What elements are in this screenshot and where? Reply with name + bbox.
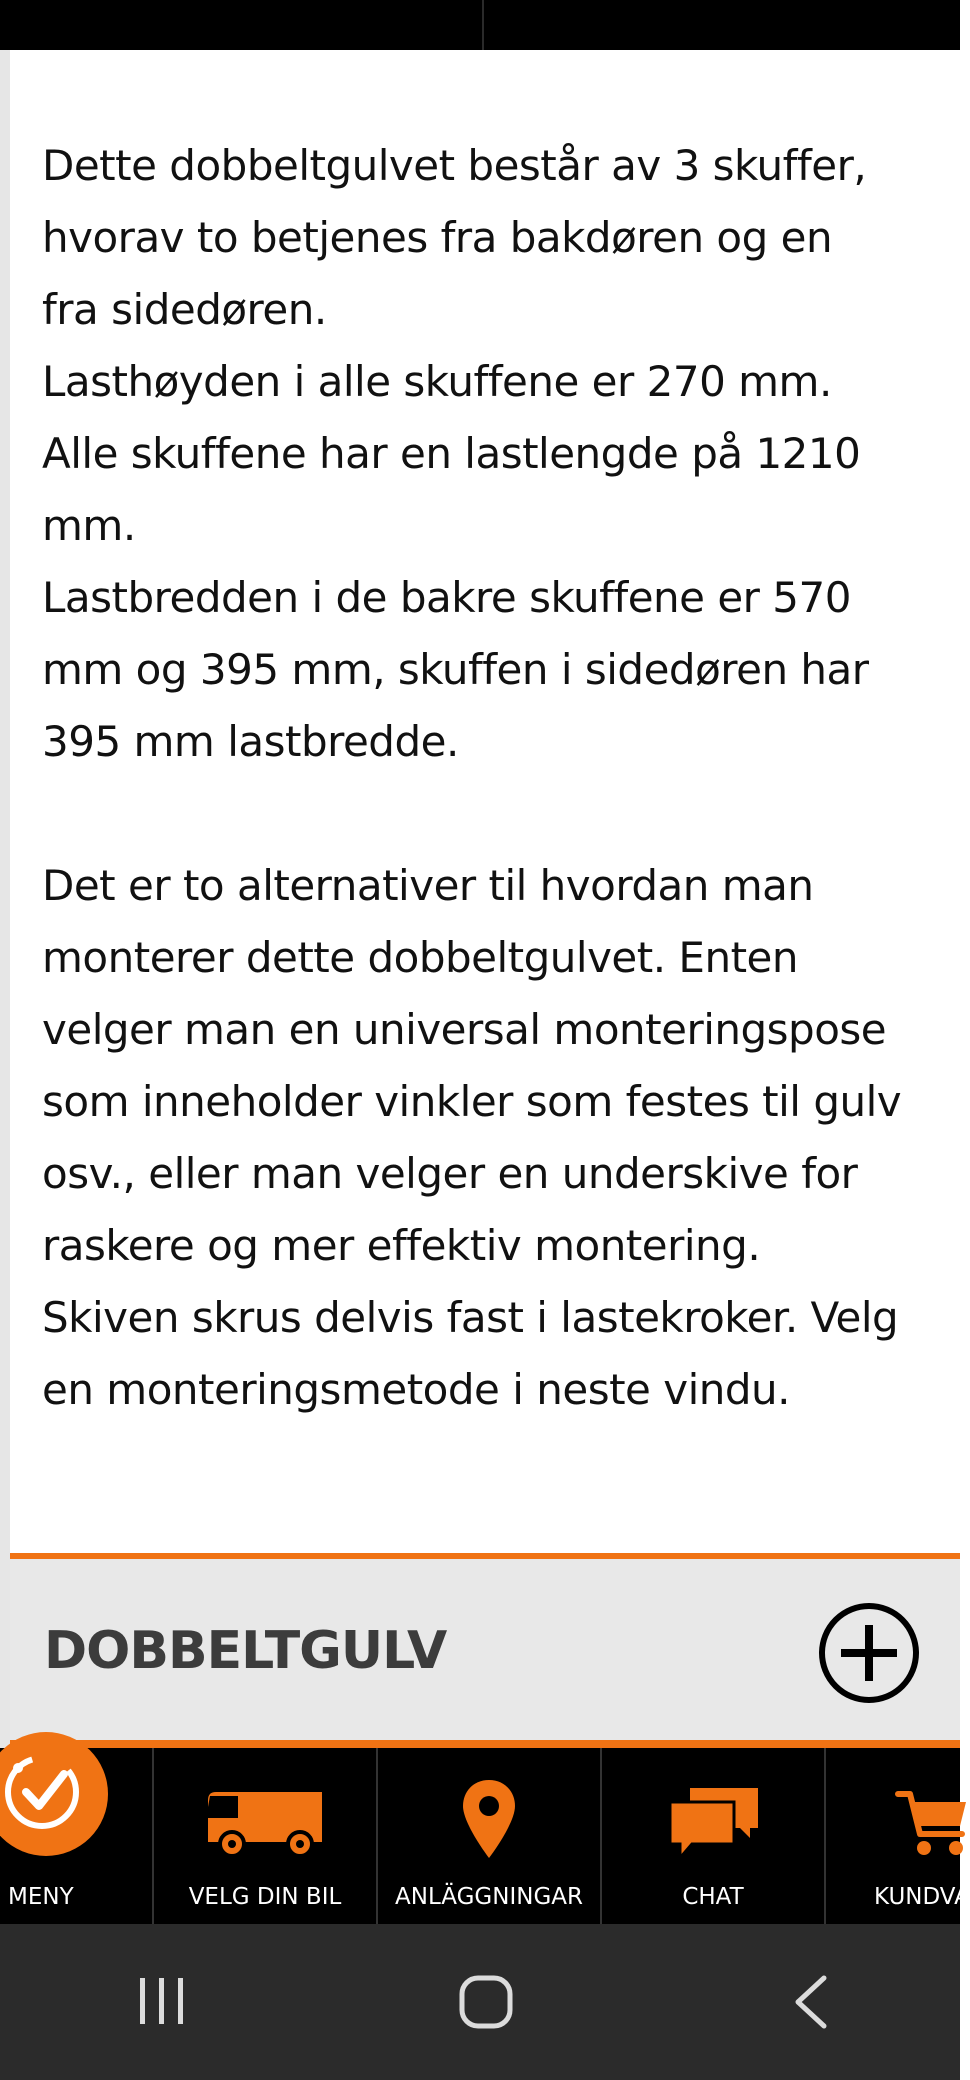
description-paragraph-1 [42, 130, 942, 778]
product-description [42, 130, 942, 1426]
home-icon[interactable] [458, 1974, 514, 2030]
text-line: 395 mm lastbredde. [42, 717, 459, 766]
nav-item-anlaggningar[interactable] [378, 1748, 600, 1924]
bottom-navigation [0, 1748, 970, 1924]
text-line: Dette dobbeltgulvet består av 3 skuffer, [42, 141, 867, 190]
shopping-cart-icon [896, 1788, 966, 1860]
nav-label: ANLÄGGNINGAR [395, 1884, 583, 1910]
nav-item-kundvagn[interactable] [826, 1748, 970, 1924]
nav-item-velg-din-bil[interactable] [154, 1748, 376, 1924]
nav-label: VELG DIN BIL [188, 1884, 342, 1910]
paragraph-gap [42, 778, 942, 850]
van-icon [204, 1788, 328, 1860]
text-line: som inneholder vinkler som festes til gulv [42, 1077, 902, 1126]
accordion-dobbeltgulv[interactable] [10, 1553, 960, 1748]
nav-label: MENY [8, 1884, 74, 1910]
nav-item-meny[interactable] [0, 1748, 152, 1924]
back-icon[interactable] [790, 1974, 830, 2030]
menu-badge-icon [0, 1732, 108, 1856]
text-line: Lasthøyden i alle skuffene er 270 mm. [42, 357, 832, 406]
recent-apps-icon[interactable] [138, 1976, 186, 2026]
text-line: mm og 395 mm, skuffen i sidedøren har [42, 645, 869, 694]
text-line: Lastbredden i de bakre skuffene er 570 [42, 573, 851, 622]
text-line: velger man en universal monteringspose [42, 1005, 887, 1054]
left-page-edge [0, 50, 10, 1748]
chat-bubbles-icon [668, 1786, 760, 1862]
plus-circle-icon[interactable] [817, 1601, 921, 1705]
text-line: Alle skuffene har en lastlengde på 1210 [42, 429, 861, 478]
description-paragraph-2 [42, 850, 942, 1426]
text-line: monterer dette dobbeltgulvet. Enten [42, 933, 799, 982]
text-line: fra sidedøren. [42, 285, 327, 334]
nav-label: KUNDVA [874, 1884, 970, 1910]
text-line: en monteringsmetode i neste vindu. [42, 1365, 791, 1414]
text-line: Det er to alternativer til hvordan man [42, 861, 814, 910]
text-line: Skiven skrus delvis fast i lastekroker. Velg [42, 1293, 899, 1342]
accordion-title: DOBBELTGULV [44, 1621, 447, 1681]
nav-item-chat[interactable] [602, 1748, 824, 1924]
top-bar-divider [482, 0, 484, 50]
location-pin-icon [461, 1778, 517, 1860]
android-navigation-bar [0, 1924, 960, 2080]
text-line: raskere og mer effektiv montering. [42, 1221, 761, 1270]
top-status-bar [0, 0, 960, 50]
nav-label: CHAT [682, 1884, 744, 1910]
text-line: hvorav to betjenes fra bakdøren og en [42, 213, 833, 262]
text-line: osv., eller man velger en underskive for [42, 1149, 858, 1198]
text-line: mm. [42, 501, 136, 550]
